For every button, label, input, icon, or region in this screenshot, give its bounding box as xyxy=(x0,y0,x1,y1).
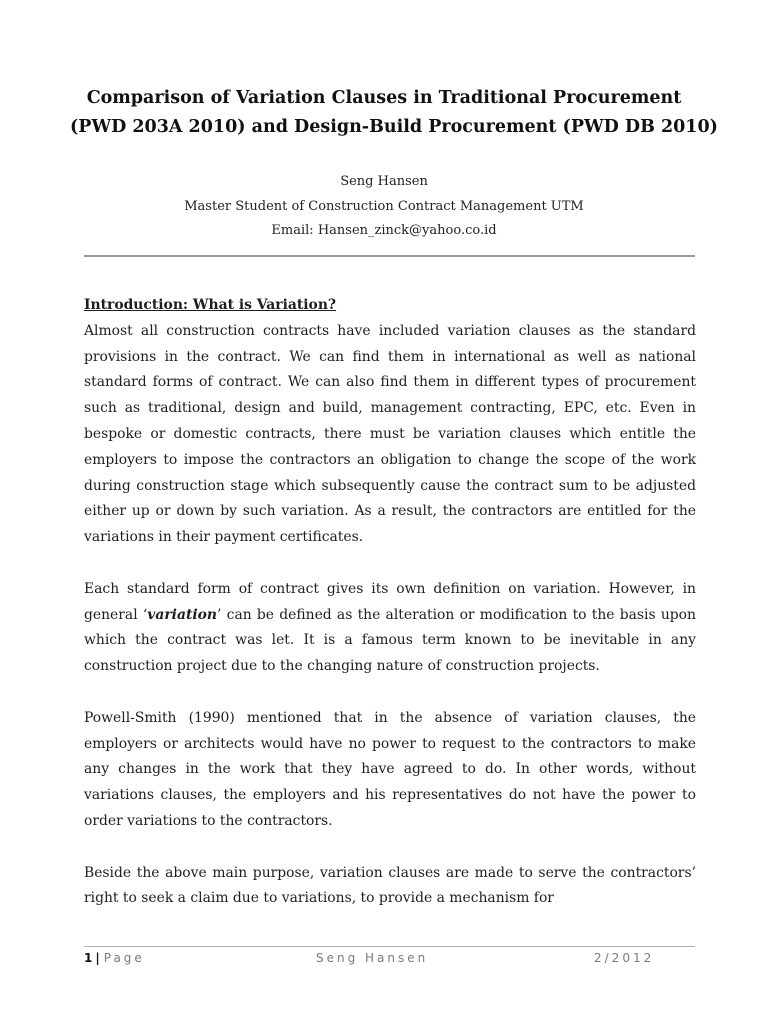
document-title xyxy=(70,84,718,142)
header-divider xyxy=(84,255,695,257)
paragraph-1: Almost all construction contracts have included variation clauses as the standard provisions in the contract. We can find them in international as well as national standard forms of contract. We can also find them in different types of procurement such as traditional, design and build, management contracting, EPC, etc. Even in bespoke or domestic contracts, there must be variation clauses which entitle the employers to impose the contractors an obligation to change the scope of the work during construction stage which subsequently cause the contract sum to be adjusted either up or down by such variation. As a result, the contractors are entitled for the variations in their payment certificates. xyxy=(84,322,696,546)
paragraph-3: Powell-Smith (1990) mentioned that in the absence of variation clauses, the employers or architects would have no power to request to the contractors to make any changes in the work that they have agreed to do. In other words, without variations clauses, the employers and his representatives do not have the power to order variations to the contractors. xyxy=(84,709,696,829)
paragraph-2 xyxy=(84,577,696,680)
title-line-2: (PWD 203A 2010) and Design-Build Procurement (PWD DB 2010) xyxy=(70,117,718,137)
author-affiliation: Master Student of Construction Contract Management UTM xyxy=(184,198,584,214)
footer-date: 2/2012 xyxy=(594,951,655,965)
title-line-1: Comparison of Variation Clauses in Traditional Procurement xyxy=(86,88,682,108)
paragraph-2-end: ’ can be defined as the alteration or modification to the basis upon which the contract was let. It is a famous term known to be inevitable in any construction project due to the changing nature of construction projects. xyxy=(84,606,696,675)
page-number: 1 xyxy=(84,951,93,965)
section-heading: Introduction: What is Variation? xyxy=(84,297,337,313)
variation-term: variation xyxy=(147,606,218,623)
footer-separator: | xyxy=(95,951,100,965)
author-name: Seng Hansen xyxy=(340,174,428,189)
footer-author: Seng Hansen xyxy=(316,951,429,965)
author-block xyxy=(70,170,698,244)
page-label: Page xyxy=(103,951,145,965)
paragraph-4: Beside the above main purpose, variation clauses are made to serve the contractors’ right to seek a claim due to variations, to provide a mechanism for xyxy=(84,864,696,907)
paragraph-2-start: Each standard form of contract gives its own definition on variation. However, in general ‘ xyxy=(84,580,696,623)
author-email: Email: Hansen_zinck@yahoo.co.id xyxy=(271,223,497,238)
document-body xyxy=(84,293,696,938)
footer-page-indicator xyxy=(84,951,145,969)
footer-divider xyxy=(84,946,695,947)
